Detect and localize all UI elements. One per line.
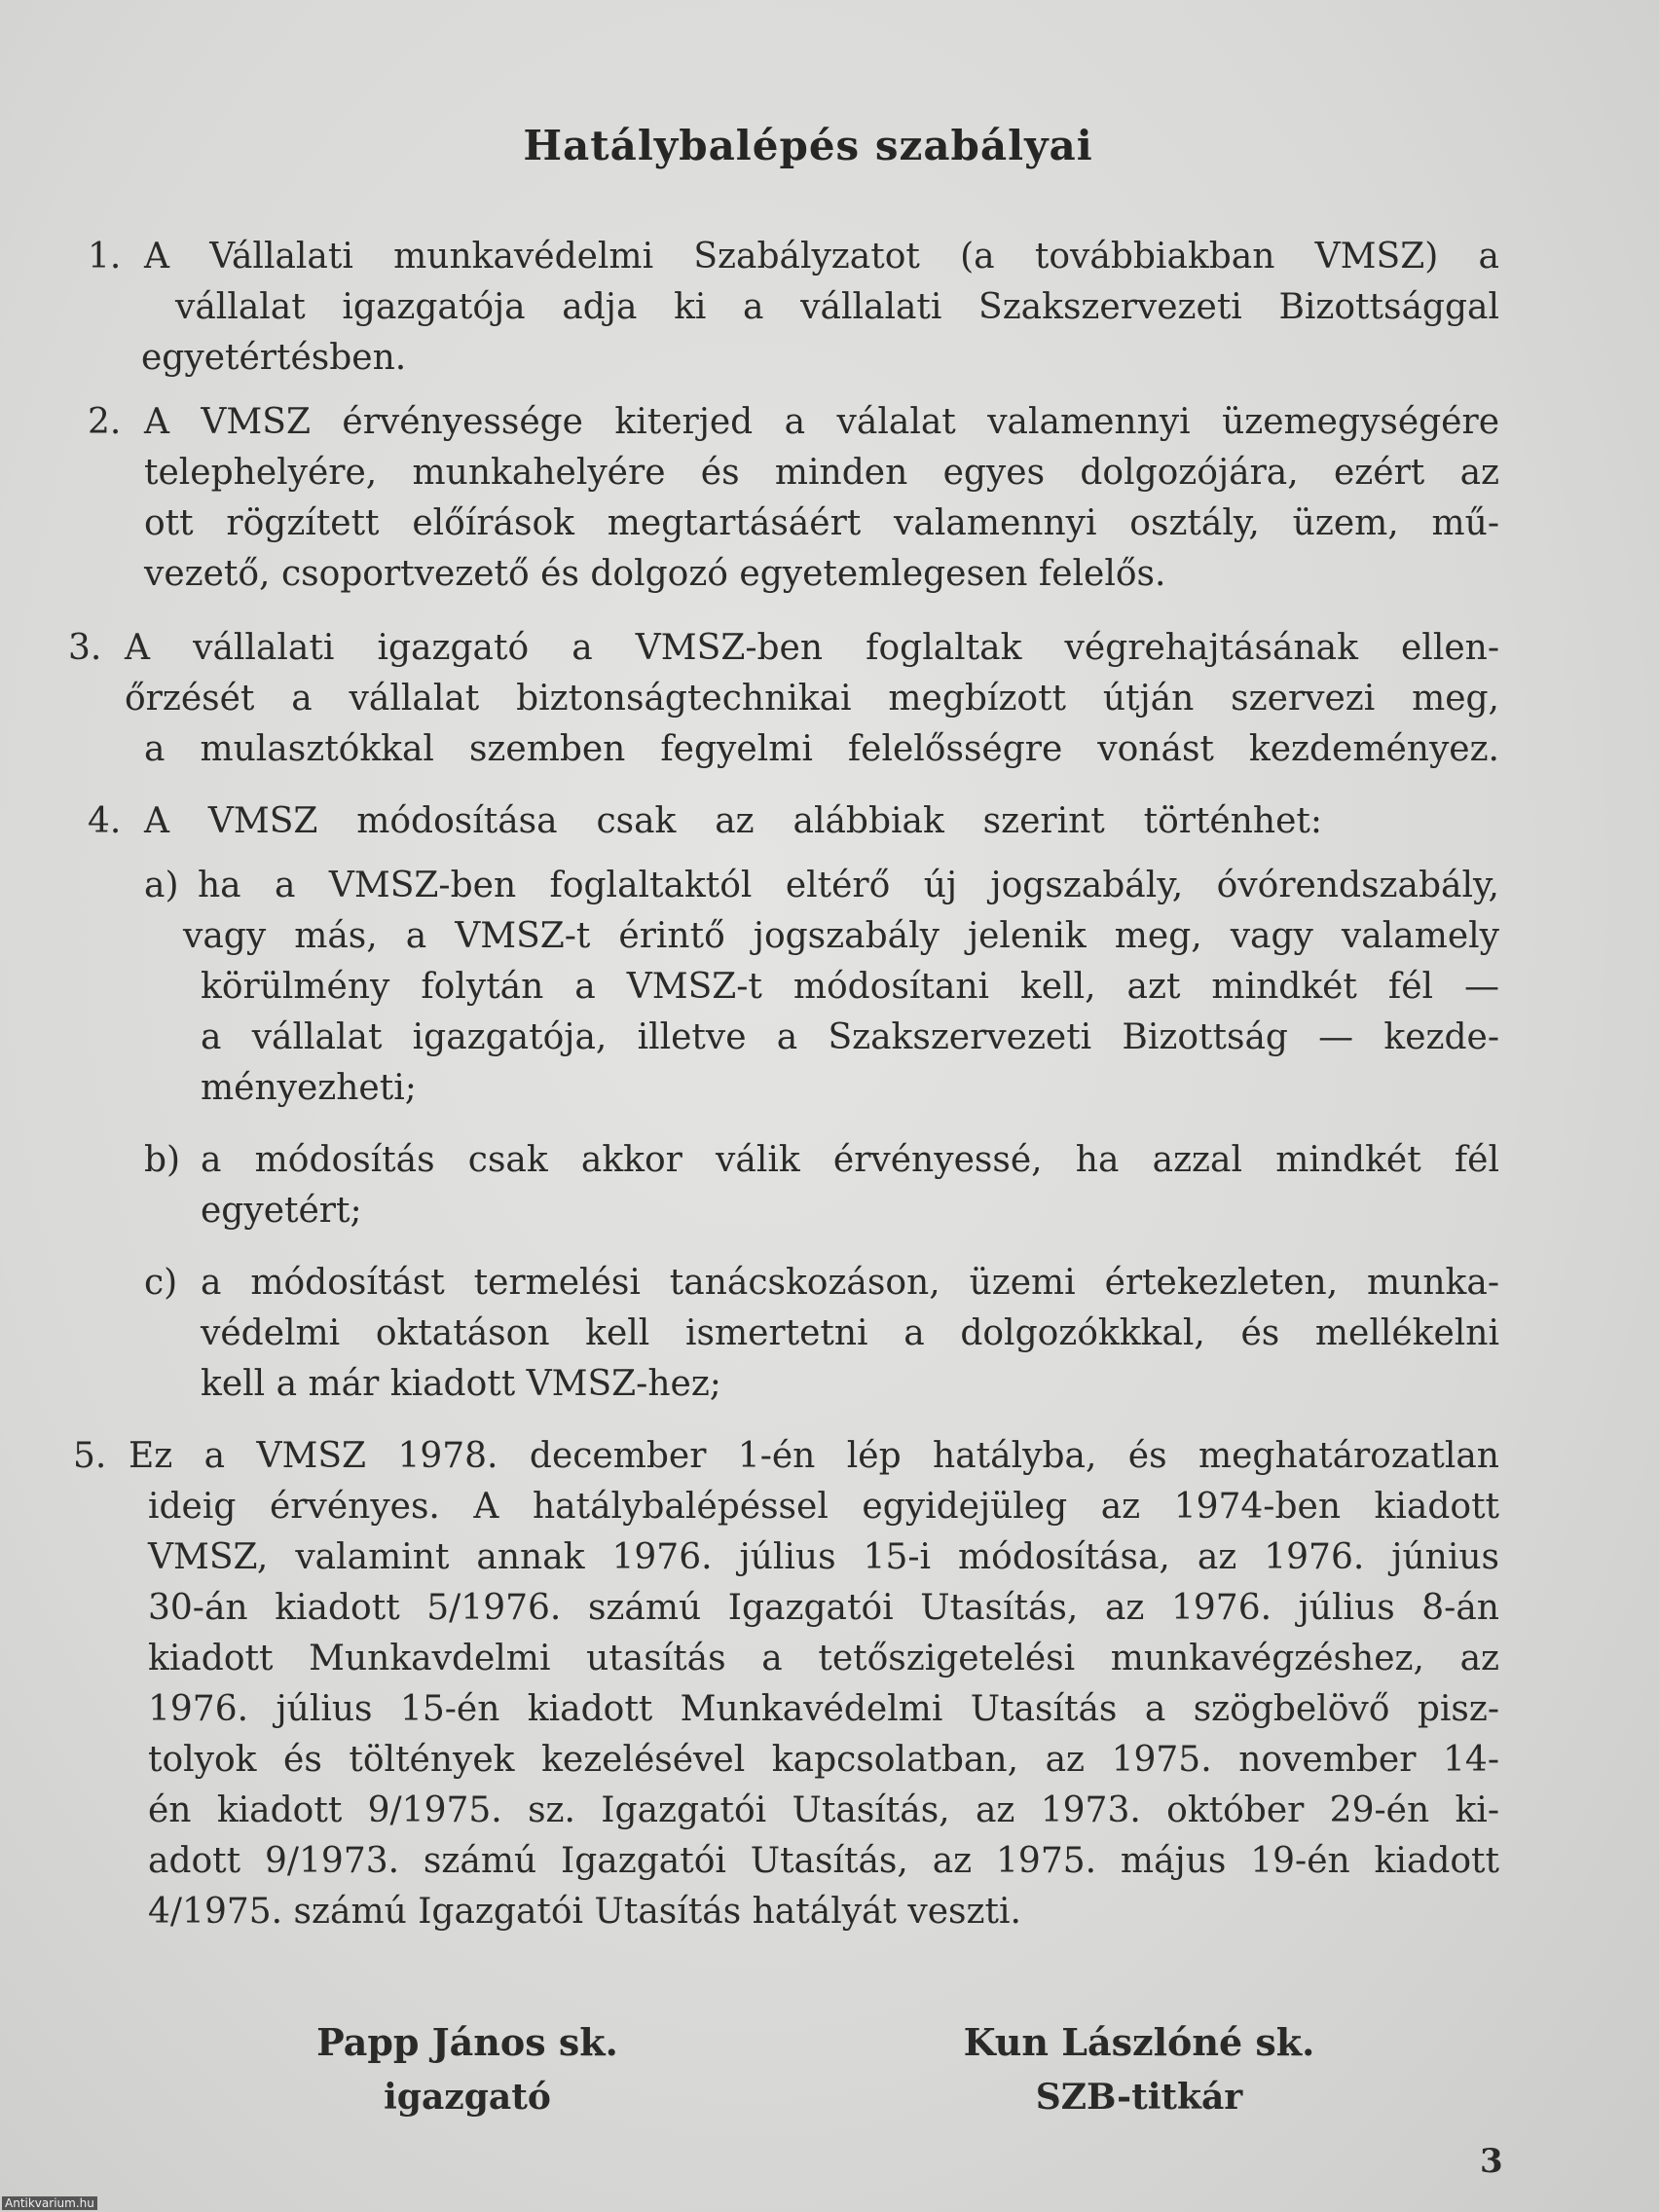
page-number: 3 bbox=[1480, 2142, 1503, 2181]
rule-item-5 bbox=[58, 1431, 1499, 1937]
item-number: 4. bbox=[88, 801, 122, 841]
subitem-b bbox=[144, 1135, 1499, 1236]
item-line: ott rögzített előírások megtartásáért valamennyi osztály, üzem, mű- bbox=[144, 503, 1499, 543]
item-number: 1. bbox=[88, 237, 122, 276]
signature-name: Kun Lászlóné sk. bbox=[963, 2020, 1315, 2064]
subitem-a bbox=[144, 861, 1499, 1114]
subitem-line: ha a VMSZ-ben foglaltaktól eltérő új jogszabály, óvórendszabály, bbox=[198, 866, 1499, 905]
page-title: Hatálybalépés szabályai bbox=[523, 122, 1093, 169]
subitem-letter: a) bbox=[144, 866, 179, 905]
item-line: A VMSZ érvényessége kiterjed a válalat valamennyi üzemegységére bbox=[144, 402, 1499, 442]
subitem-line: körülmény folytán a VMSZ-t módosítani kell, azt mindkét fél — bbox=[201, 967, 1499, 1007]
rule-item-1 bbox=[58, 232, 1499, 384]
item-number: 3. bbox=[68, 628, 102, 668]
subitem-line: a módosítás csak akkor válik érvényessé, ha azzal mindkét fél bbox=[201, 1140, 1499, 1180]
signature-szb-secretary bbox=[954, 2015, 1324, 2124]
subitem-line: a vállalat igazgatója, illetve a Szakszervezeti Bizottság — kezde- bbox=[201, 1017, 1499, 1057]
signature-name: Papp János sk. bbox=[316, 2020, 618, 2064]
rule-item-4 bbox=[58, 796, 1499, 847]
subitem-letter: b) bbox=[144, 1140, 181, 1180]
item-line: adott 9/1973. számú Igazgatói Utasítás, az 1975. május 19-én kiadott bbox=[148, 1841, 1499, 1881]
item-line: egyetértésben. bbox=[141, 338, 407, 378]
watermark: Antikvarium.hu bbox=[2, 2196, 97, 2210]
item-line: 1976. július 15-én kiadott Munkavédelmi Utasítás a szögbelövő pisz- bbox=[148, 1689, 1499, 1729]
item-line: telephelyére, munkahelyére és minden egyes dolgozójára, ezért az bbox=[144, 453, 1499, 493]
item-line: 4/1975. számú Igazgatói Utasítás hatályát veszti. bbox=[148, 1892, 1021, 1932]
item-number: 5. bbox=[73, 1436, 107, 1476]
signature-role: SZB-titkár bbox=[1035, 2077, 1243, 2118]
subitem-line: ményezheti; bbox=[201, 1068, 417, 1108]
item-line: 30-án kiadott 5/1976. számú Igazgatói Utasítás, az 1976. július 8-án bbox=[148, 1588, 1499, 1628]
subitem-c bbox=[144, 1258, 1499, 1410]
item-line: Ez a VMSZ 1978. december 1-én lép hatályba, és meghatározatlan bbox=[129, 1436, 1499, 1476]
subitem-line: egyetért; bbox=[201, 1191, 362, 1231]
item-line: kiadott Munkavdelmi utasítás a tetőszigetelési munkavégzéshez, az bbox=[148, 1639, 1499, 1678]
subitem-line: védelmi oktatáson kell ismertetni a dolgozókkkal, és mellékelni bbox=[201, 1313, 1499, 1353]
subitem-line: kell a már kiadott VMSZ-hez; bbox=[201, 1364, 721, 1404]
item-line: én kiadott 9/1975. sz. Igazgatói Utasítás, az 1973. október 29-én ki- bbox=[148, 1790, 1499, 1830]
rule-item-2 bbox=[58, 397, 1499, 600]
item-line: A VMSZ módosítása csak az alábbiak szerint történhet: bbox=[144, 801, 1322, 841]
subitem-line: a módosítást termelési tanácskozáson, üzemi értekezleten, munka- bbox=[201, 1263, 1499, 1303]
signature-role: igazgató bbox=[384, 2077, 551, 2118]
item-line: vezető, csoportvezető és dolgozó egyetemlegesen felelős. bbox=[144, 554, 1166, 594]
subitem-line: vagy más, a VMSZ-t érintő jogszabály jelenik meg, vagy valamely bbox=[183, 916, 1499, 956]
subitem-letter: c) bbox=[144, 1263, 178, 1303]
signature-director bbox=[292, 2015, 643, 2124]
item-line: ideig érvényes. A hatálybalépéssel egyidejüleg az 1974-ben kiadott bbox=[148, 1487, 1499, 1527]
item-line: vállalat igazgatója adja ki a vállalati Szakszervezeti Bizottsággal bbox=[175, 287, 1499, 327]
item-line: A Vállalati munkavédelmi Szabályzatot (a továbbiakban VMSZ) a bbox=[144, 237, 1499, 276]
item-line: a mulasztókkal szemben fegyelmi felelősségre vonást kezdeményez. bbox=[144, 729, 1499, 769]
rule-item-3 bbox=[58, 623, 1499, 775]
item-line: A vállalati igazgató a VMSZ-ben foglaltak végrehajtásának ellen- bbox=[125, 628, 1499, 668]
item-number: 2. bbox=[88, 402, 122, 442]
item-line: tolyok és töltények kezelésével kapcsolatban, az 1975. november 14- bbox=[148, 1740, 1499, 1780]
item-line: VMSZ, valamint annak 1976. július 15-i módosítása, az 1976. június bbox=[148, 1537, 1499, 1577]
item-line: őrzését a vállalat biztonságtechnikai megbízott útján szervezi meg, bbox=[125, 679, 1499, 719]
